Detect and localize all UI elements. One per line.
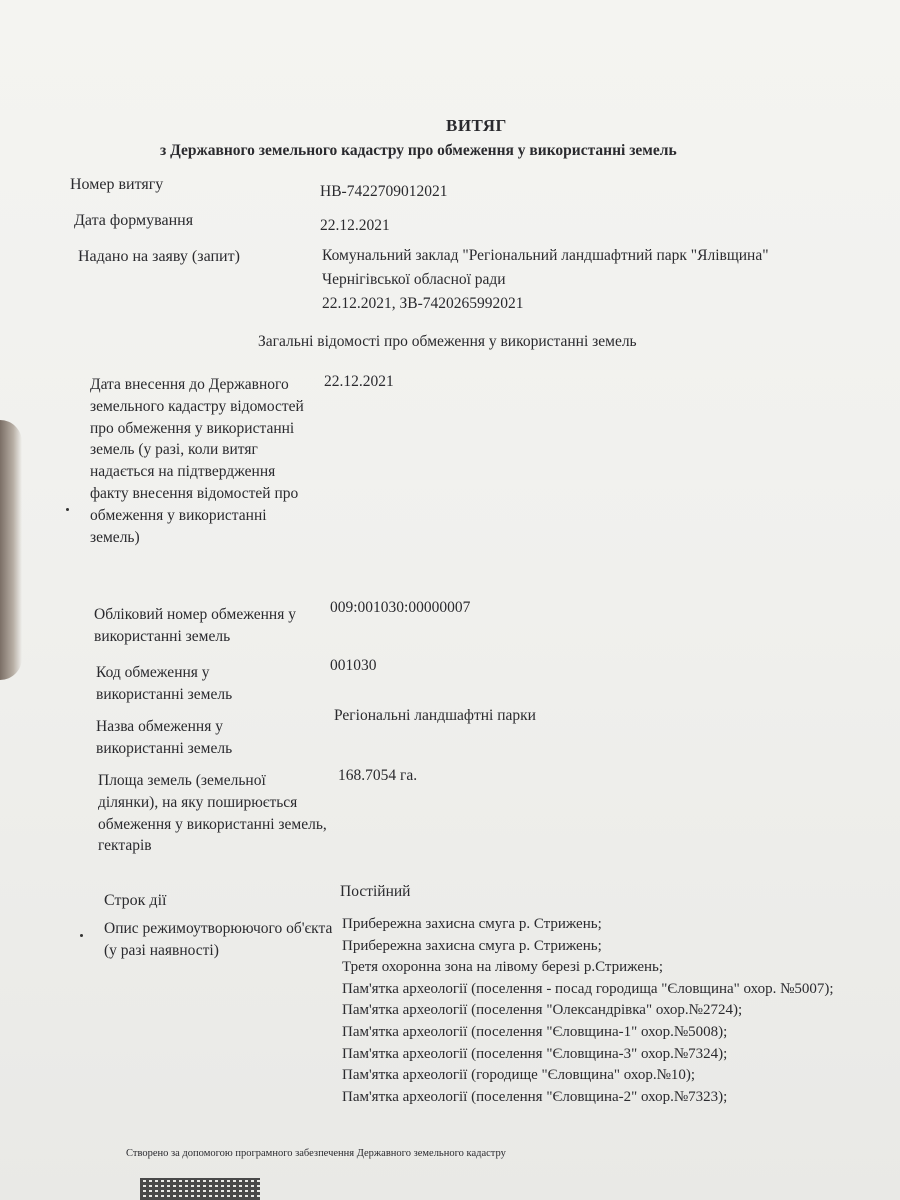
date-entry-label: Дата внесення до Державного земельного кадастру відомостей про обмеження у використанні земель (у разі, коли витяг надається на підтвердження факту внесення відомостей про обмеження у використанні земель) bbox=[90, 376, 304, 546]
description-item: Пам'ятка археології (поселення "Єловщина-1" охор.№5008); bbox=[342, 1023, 728, 1040]
request-label: Надано на заяву (запит) bbox=[78, 248, 240, 265]
description-item: Прибережна захисна смуга р. Стрижень; bbox=[342, 937, 602, 954]
description-label: Опис режимоутворюючого об'єкта (у разі наявності) bbox=[104, 920, 333, 959]
description-item: Пам'ятка археології (городище "Єловщина" охор.№10); bbox=[342, 1067, 696, 1084]
formation-date-label: Дата формування bbox=[74, 212, 194, 229]
restriction-name-label: Назва обмеження у використанні земель bbox=[96, 718, 233, 757]
section-title: Загальні відомості про обмеження у використанні земель bbox=[258, 333, 637, 350]
request-value-line: 22.12.2021, ЗВ-7420265992021 bbox=[322, 295, 524, 312]
code-label: Код обмеження у використанні земель bbox=[96, 664, 233, 703]
formation-date-value: 22.12.2021 bbox=[320, 217, 390, 234]
extract-number-value: НВ-7422709012021 bbox=[320, 183, 448, 200]
date-entry-value: 22.12.2021 bbox=[324, 373, 394, 390]
speck-mark bbox=[66, 508, 69, 511]
description-item: Пам'ятка археології (поселення "Олександрівка" охор.№2724); bbox=[342, 1002, 743, 1019]
request-value-line: Чернігівської обласної ради bbox=[322, 271, 506, 288]
description-item: Прибережна захисна смуга р. Стрижень; bbox=[342, 916, 602, 932]
code-value: 001030 bbox=[330, 657, 377, 674]
document-title: ВИТЯГ bbox=[446, 116, 507, 135]
bullet-mark bbox=[80, 934, 83, 937]
description-list bbox=[342, 914, 887, 1108]
description-item: Пам'ятка археології (поселення "Єловщина-2" охор.№7323); bbox=[342, 1088, 728, 1105]
area-value: 168.7054 га. bbox=[338, 767, 418, 784]
description-item: Пам'ятка археології (поселення - посад городища "Єловщина" охор. №5007); bbox=[342, 980, 834, 997]
qr-code-icon bbox=[140, 1178, 260, 1200]
term-value: Постійний bbox=[340, 883, 411, 900]
account-number-label: Обліковий номер обмеження у використанні земель bbox=[94, 606, 296, 645]
description-item: Пам'ятка археології (поселення "Єловщина-3" охор.№7324); bbox=[342, 1045, 728, 1062]
account-number-value: 009:001030:00000007 bbox=[330, 599, 471, 616]
term-label: Строк дії bbox=[104, 892, 167, 909]
extract-number-label: Номер витягу bbox=[70, 176, 164, 193]
finger-shadow bbox=[0, 420, 22, 680]
restriction-name-value: Регіональні ландшафтні парки bbox=[334, 707, 536, 724]
area-label: Площа земель (земельної ділянки), на яку поширюється обмеження у використанні земель, гектарів bbox=[98, 772, 327, 855]
request-value-line: Комунальний заклад "Регіональний ландшафтний парк "Ялівщина" bbox=[322, 247, 769, 264]
footer-text: Створено за допомогою програмного забезпечення Державного земельного кадастру bbox=[126, 1148, 506, 1159]
document-subtitle: з Державного земельного кадастру про обмеження у використанні земель bbox=[160, 142, 677, 159]
description-item: Третя охоронна зона на лівому березі р.Стрижень; bbox=[342, 959, 664, 976]
